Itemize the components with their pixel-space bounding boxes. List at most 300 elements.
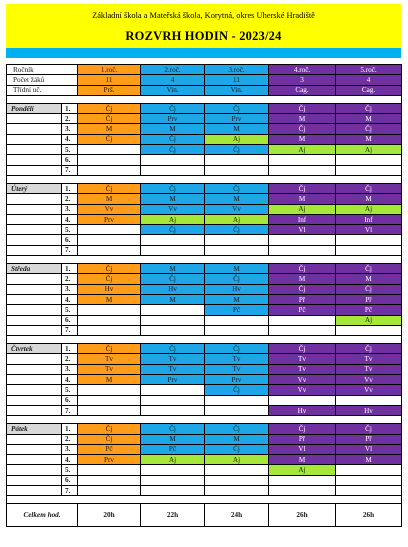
lesson-cell: Tv (269, 364, 336, 374)
lesson-cell: Čj (205, 274, 269, 284)
lesson-cell (269, 235, 336, 245)
lesson-cell: Pč (205, 305, 269, 315)
lesson-row (7, 434, 402, 444)
lesson-number: 5. (62, 465, 78, 475)
lesson-cell (269, 395, 336, 405)
day-name (7, 145, 62, 155)
lesson-number: 3. (62, 124, 78, 134)
day-name (7, 235, 62, 245)
lesson-row (7, 375, 402, 385)
lesson-cell: M (269, 274, 336, 284)
lesson-cell: Čj (141, 344, 205, 354)
lesson-cell: Aj (336, 315, 402, 325)
lesson-cell: M (205, 264, 269, 274)
spacer-row (7, 95, 402, 103)
lesson-cell: Čj (78, 274, 141, 284)
day-name (7, 325, 62, 335)
day-name (7, 434, 62, 444)
spacer-cell (7, 336, 402, 344)
lesson-row (7, 235, 402, 245)
lesson-number: 7. (62, 245, 78, 255)
lesson-cell (78, 325, 141, 335)
lesson-row (7, 385, 402, 395)
lesson-cell (336, 325, 402, 335)
lesson-cell (205, 155, 269, 165)
lesson-cell: Tv (336, 364, 402, 374)
lesson-cell: Čj (205, 424, 269, 434)
lesson-cell (269, 475, 336, 485)
lesson-cell: Čj (78, 114, 141, 124)
spacer-cell (7, 496, 402, 504)
lesson-cell (336, 235, 402, 245)
lesson-cell (141, 155, 205, 165)
info-cell: Cag. (269, 85, 336, 95)
day-name (7, 305, 62, 315)
lesson-cell: Čj (269, 103, 336, 113)
lesson-cell: Př (269, 434, 336, 444)
lesson-number: 2. (62, 434, 78, 444)
lesson-cell: M (336, 114, 402, 124)
lesson-cell: Tv (78, 364, 141, 374)
lesson-cell: Hv (336, 405, 402, 415)
lesson-row (7, 455, 402, 465)
lesson-cell (205, 245, 269, 255)
lesson-row (7, 294, 402, 304)
lesson-row (7, 444, 402, 454)
info-cell: Prš. (78, 85, 141, 95)
lesson-row (7, 245, 402, 255)
lesson-cell: M (269, 134, 336, 144)
lesson-cell: M (141, 124, 205, 134)
lesson-cell: Čj (205, 385, 269, 395)
lesson-cell: M (141, 264, 205, 274)
lesson-row (7, 165, 402, 175)
lesson-row (7, 395, 402, 405)
totals-row (7, 504, 402, 527)
lesson-cell: M (336, 274, 402, 284)
lesson-cell (78, 165, 141, 175)
lesson-number: 2. (62, 274, 78, 284)
day-name (7, 225, 62, 235)
day-name (7, 354, 62, 364)
lesson-row (7, 124, 402, 134)
lesson-cell: Aj (205, 455, 269, 465)
day-name (7, 364, 62, 374)
lesson-cell: Čj (141, 134, 205, 144)
lesson-cell (141, 475, 205, 485)
lesson-cell: Vv (205, 204, 269, 214)
lesson-cell (336, 465, 402, 475)
lesson-cell: Prv (141, 114, 205, 124)
lesson-cell (78, 145, 141, 155)
lesson-cell: Čj (269, 183, 336, 193)
lesson-cell: Čj (269, 264, 336, 274)
day-name (7, 395, 62, 405)
lesson-row (7, 274, 402, 284)
lesson-cell: Tv (141, 354, 205, 364)
day-name (7, 485, 62, 495)
lesson-number: 4. (62, 134, 78, 144)
lesson-cell: Př (269, 294, 336, 304)
lesson-cell: Čj (205, 183, 269, 193)
day-name: Čtvrtek (7, 344, 62, 354)
lesson-number: 7. (62, 405, 78, 415)
lesson-number: 5. (62, 145, 78, 155)
lesson-cell (141, 385, 205, 395)
lesson-cell: Aj (141, 214, 205, 224)
lesson-number: 7. (62, 485, 78, 495)
lesson-cell (269, 155, 336, 165)
header-strip (6, 48, 401, 58)
lesson-row (7, 485, 402, 495)
lesson-cell (78, 225, 141, 235)
lesson-cell (78, 465, 141, 475)
lesson-row (7, 364, 402, 374)
lesson-cell: Tv (78, 354, 141, 364)
lesson-number: 1. (62, 103, 78, 113)
lesson-row (7, 315, 402, 325)
day-name (7, 294, 62, 304)
lesson-cell: Vl (269, 225, 336, 235)
lesson-cell: Vl (336, 225, 402, 235)
lesson-cell (141, 465, 205, 475)
lesson-cell: Čj (269, 344, 336, 354)
day-name (7, 114, 62, 124)
lesson-cell: M (78, 294, 141, 304)
lesson-row (7, 103, 402, 113)
info-cell: 1.roč. (78, 65, 141, 75)
lesson-cell (78, 245, 141, 255)
lesson-number: 2. (62, 194, 78, 204)
spacer-row (7, 496, 402, 504)
day-name: Středa (7, 264, 62, 274)
lesson-cell (205, 165, 269, 175)
lesson-cell (78, 305, 141, 315)
lesson-row (7, 214, 402, 224)
lesson-cell: Čj (205, 344, 269, 354)
info-label: Třídní uč. (7, 85, 78, 95)
lesson-cell: M (205, 194, 269, 204)
lesson-cell: Hv (269, 405, 336, 415)
total-hours: 20h (78, 504, 141, 527)
info-cell: Vin. (205, 85, 269, 95)
day-name (7, 405, 62, 415)
lesson-cell: Čj (78, 183, 141, 193)
lesson-cell: Čj (336, 284, 402, 294)
total-hours: 24h (205, 504, 269, 527)
lesson-cell: Aj (141, 455, 205, 465)
lesson-number: 6. (62, 395, 78, 405)
lesson-cell: M (141, 194, 205, 204)
lesson-number: 2. (62, 354, 78, 364)
lesson-cell (336, 165, 402, 175)
spacer-row (7, 175, 402, 183)
lesson-cell (78, 155, 141, 165)
total-hours: 26h (336, 504, 402, 527)
day-name: Pondělí (7, 103, 62, 113)
lesson-cell: Inf (336, 214, 402, 224)
lesson-row (7, 475, 402, 485)
info-cell: 5.roč. (336, 65, 402, 75)
day-name (7, 465, 62, 475)
lesson-cell: Vv (269, 385, 336, 395)
lesson-cell (205, 485, 269, 495)
day-name: Úterý (7, 183, 62, 193)
lesson-cell: M (78, 124, 141, 134)
lesson-cell: Pč (269, 305, 336, 315)
lesson-cell: Čj (336, 183, 402, 193)
day-name: Pátek (7, 424, 62, 434)
lesson-number: 3. (62, 364, 78, 374)
lesson-cell: Aj (336, 145, 402, 155)
lesson-cell (269, 325, 336, 335)
day-name (7, 165, 62, 175)
header-banner (6, 4, 401, 48)
lesson-cell (336, 395, 402, 405)
lesson-cell (78, 235, 141, 245)
lesson-cell (141, 245, 205, 255)
lesson-cell (78, 315, 141, 325)
lesson-cell: Čj (336, 264, 402, 274)
lesson-row (7, 305, 402, 315)
lesson-cell: Tv (141, 364, 205, 374)
school-name: Základní škola a Mateřská škola, Korytná, okres Uherské Hradiště (92, 11, 315, 20)
lesson-cell: Hv (205, 284, 269, 294)
lesson-cell (78, 485, 141, 495)
lesson-cell: Čj (78, 424, 141, 434)
info-row (7, 65, 402, 75)
lesson-cell (141, 315, 205, 325)
lesson-row (7, 194, 402, 204)
lesson-cell: Př (336, 294, 402, 304)
info-row (7, 75, 402, 85)
lesson-cell: Vv (269, 375, 336, 385)
lesson-number: 6. (62, 475, 78, 485)
lesson-cell: Prv (205, 114, 269, 124)
lesson-cell: Čj (205, 145, 269, 155)
lesson-row (7, 264, 402, 274)
lesson-cell (269, 165, 336, 175)
spacer-cell (7, 416, 402, 424)
lesson-row (7, 204, 402, 214)
lesson-cell: Vv (336, 385, 402, 395)
day-name (7, 214, 62, 224)
lesson-cell: M (336, 194, 402, 204)
lesson-cell: Čj (205, 444, 269, 454)
lesson-cell: M (205, 124, 269, 134)
lesson-row (7, 344, 402, 354)
lesson-cell (205, 315, 269, 325)
lesson-cell (336, 245, 402, 255)
info-cell: 3 (269, 75, 336, 85)
lesson-cell: Čj (336, 344, 402, 354)
lesson-row (7, 155, 402, 165)
lesson-row (7, 225, 402, 235)
info-cell: 11 (78, 75, 141, 85)
lesson-cell: Vv (141, 204, 205, 214)
lesson-cell (269, 485, 336, 495)
lesson-cell: Čj (78, 344, 141, 354)
lesson-cell: M (336, 455, 402, 465)
lesson-row (7, 325, 402, 335)
lesson-cell: Čj (141, 225, 205, 235)
lesson-cell (141, 325, 205, 335)
spacer-cell (7, 95, 402, 103)
info-cell: 2.roč. (141, 65, 205, 75)
lesson-number: 2. (62, 114, 78, 124)
spacer-row (7, 416, 402, 424)
lesson-cell: Pč (78, 444, 141, 454)
lesson-cell: Čj (269, 124, 336, 134)
day-name (7, 284, 62, 294)
lesson-number: 7. (62, 165, 78, 175)
lesson-cell: Čj (336, 103, 402, 113)
totals-label: Celkem hod. (7, 504, 78, 527)
lesson-number: 1. (62, 424, 78, 434)
lesson-number: 6. (62, 155, 78, 165)
lesson-cell (336, 155, 402, 165)
lesson-number: 3. (62, 284, 78, 294)
lesson-number: 1. (62, 344, 78, 354)
lesson-cell (205, 325, 269, 335)
lesson-number: 6. (62, 235, 78, 245)
lesson-cell: Aj (269, 204, 336, 214)
day-name (7, 194, 62, 204)
lesson-cell: Hv (78, 284, 141, 294)
lesson-cell (141, 395, 205, 405)
lesson-cell: Vv (78, 204, 141, 214)
lesson-cell (78, 395, 141, 405)
lesson-cell: Čj (141, 145, 205, 155)
total-hours: 22h (141, 504, 205, 527)
lesson-cell: Prv (205, 375, 269, 385)
lesson-number: 3. (62, 444, 78, 454)
lesson-cell: Prv (141, 375, 205, 385)
lesson-row (7, 284, 402, 294)
lesson-cell: Prv (78, 214, 141, 224)
day-name (7, 375, 62, 385)
lesson-cell: Čj (269, 284, 336, 294)
lesson-cell: Čj (269, 424, 336, 434)
info-cell: 4 (336, 75, 402, 85)
lesson-cell: M (269, 114, 336, 124)
day-name (7, 475, 62, 485)
lesson-cell: Tv (205, 364, 269, 374)
lesson-row (7, 465, 402, 475)
lesson-cell (78, 385, 141, 395)
lesson-cell: Aj (205, 134, 269, 144)
lesson-cell (269, 245, 336, 255)
lesson-cell: Vv (336, 375, 402, 385)
lesson-cell: Čj (78, 134, 141, 144)
lesson-cell: M (205, 434, 269, 444)
timetable-sheet (6, 4, 401, 527)
lesson-cell (141, 165, 205, 175)
lesson-cell: Aj (269, 145, 336, 155)
lesson-cell: Tv (269, 354, 336, 364)
day-name (7, 274, 62, 284)
spacer-cell (7, 256, 402, 264)
lesson-cell: Čj (141, 103, 205, 113)
lesson-cell: Vl (269, 444, 336, 454)
lesson-cell (141, 305, 205, 315)
info-label: Počet žáků (7, 75, 78, 85)
total-hours: 26h (269, 504, 336, 527)
spacer-row (7, 256, 402, 264)
info-cell: 4.roč. (269, 65, 336, 75)
lesson-cell: Aj (205, 214, 269, 224)
lesson-cell: Čj (78, 264, 141, 274)
page-title: ROZVRH HODIN - 2023/24 (125, 29, 282, 43)
day-name (7, 385, 62, 395)
lesson-cell: Čj (141, 424, 205, 434)
lesson-cell: M (269, 194, 336, 204)
lesson-cell: Prv (78, 455, 141, 465)
lesson-cell: M (141, 294, 205, 304)
lesson-cell: Př (336, 434, 402, 444)
lesson-cell: Čj (205, 225, 269, 235)
lesson-row (7, 405, 402, 415)
day-name (7, 455, 62, 465)
lesson-number: 3. (62, 204, 78, 214)
lesson-row (7, 134, 402, 144)
lesson-row (7, 424, 402, 434)
lesson-cell: Čj (141, 274, 205, 284)
lesson-cell: Čj (78, 434, 141, 444)
info-cell: 4 (141, 75, 205, 85)
lesson-cell (205, 235, 269, 245)
lesson-cell: Čj (336, 424, 402, 434)
day-name (7, 245, 62, 255)
day-name (7, 444, 62, 454)
spacer-cell (7, 175, 402, 183)
lesson-cell: Vl (336, 444, 402, 454)
lesson-cell: M (205, 294, 269, 304)
lesson-cell: Hv (141, 284, 205, 294)
lesson-cell: Inf (269, 214, 336, 224)
lesson-cell (141, 485, 205, 495)
timetable (6, 64, 402, 527)
lesson-number: 5. (62, 305, 78, 315)
lesson-cell (205, 465, 269, 475)
lesson-row (7, 114, 402, 124)
lesson-cell (205, 475, 269, 485)
day-name (7, 155, 62, 165)
day-name (7, 124, 62, 134)
lesson-cell (205, 395, 269, 405)
lesson-number: 4. (62, 455, 78, 465)
info-cell: 11 (205, 75, 269, 85)
lesson-number: 5. (62, 385, 78, 395)
lesson-number: 5. (62, 225, 78, 235)
info-label: Ročník (7, 65, 78, 75)
lesson-cell (205, 405, 269, 415)
info-cell: Vin. (141, 85, 205, 95)
lesson-cell: Pč (336, 305, 402, 315)
lesson-cell: Tv (336, 354, 402, 364)
day-name (7, 315, 62, 325)
spacer-row (7, 336, 402, 344)
day-name (7, 204, 62, 214)
lesson-cell: Aj (269, 465, 336, 475)
info-cell: 3.roč. (205, 65, 269, 75)
lesson-cell: Čj (78, 103, 141, 113)
timetable-body (7, 65, 402, 527)
lesson-cell: M (78, 375, 141, 385)
lesson-cell: M (78, 194, 141, 204)
day-name (7, 134, 62, 144)
lesson-cell (141, 405, 205, 415)
